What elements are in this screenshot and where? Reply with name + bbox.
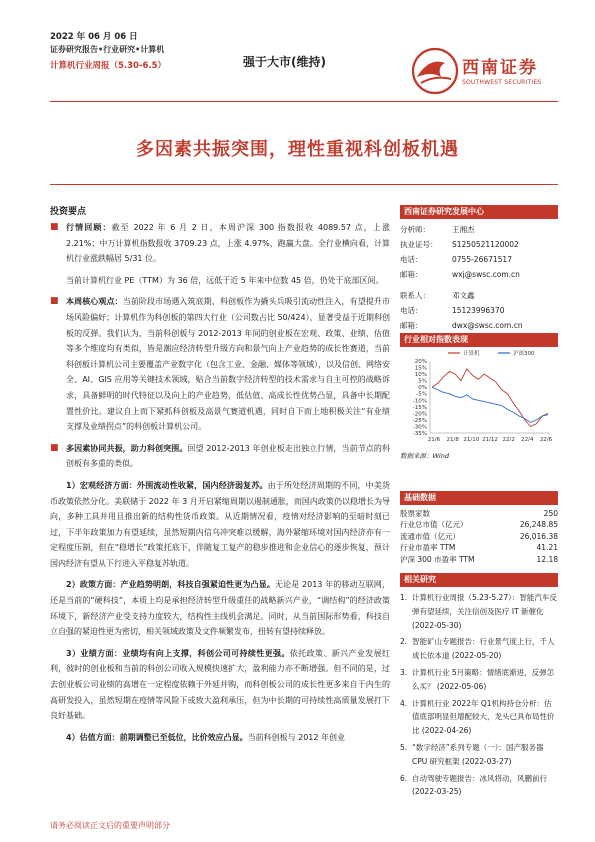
- basic-data-row: [400, 519, 558, 530]
- series-line-csi300: [432, 387, 548, 422]
- x-tick-label: 21/12: [482, 437, 498, 443]
- y-tick-label: -25%: [412, 417, 427, 424]
- y-tick-label: -30%: [412, 424, 427, 431]
- related-number: 2.: [400, 637, 408, 647]
- related-title[interactable]: 计算机行业 2022年 Q1机构持仓分析：估值底部明显但增配较大，龙头已具布局性价比 (2022-04-26): [412, 698, 555, 736]
- x-tick-label: 22/4: [521, 437, 534, 443]
- y-tick-label: 10%: [414, 372, 427, 379]
- para-heading: 本周核心观点：: [66, 297, 123, 307]
- related-report-link[interactable]: [400, 591, 558, 632]
- basic-data-row: [400, 554, 558, 565]
- y-tick-label: -5%: [416, 391, 427, 398]
- basic-data-label: 股票家数: [400, 509, 430, 518]
- x-tick-label: 22/2: [502, 437, 515, 443]
- legend-label: 计算机: [463, 351, 480, 357]
- para-body: 回望 2012-2013 年创业板走出独立行情，当前节点的科创板有多重的类似。: [66, 443, 390, 469]
- analyst-row: 分析师： 王湘杰: [400, 225, 475, 234]
- main-text: [50, 220, 390, 751]
- para-body: 无论是 2013 年的移动互联网，还是当前的“硬科技”，本质上均是承担经济转型升级重任的战略新兴产业，“调结构”的经济政策环境下，新经济产业受支持力度较大，结构性主线机会满足。同时，从当前国际形势看，科技自立自强的紧迫性更为密切，相关领域政策及文件频繁发布，扭转有望持续释放。: [50, 580, 390, 637]
- y-tick-label: -35%: [412, 431, 427, 437]
- analyst-box: [400, 205, 558, 333]
- related-list: [400, 587, 558, 799]
- y-tick-label: 5%: [418, 378, 427, 385]
- x-tick-label: 22/6: [539, 437, 553, 443]
- basic-data-row: [400, 508, 558, 519]
- basic-data-label: 沪深 300 市盈率 TTM: [400, 554, 475, 564]
- related-number: 3.: [400, 667, 408, 677]
- paragraph: [50, 646, 390, 724]
- phone-row: 电话： 0755-26671517: [400, 255, 512, 264]
- footer-disclaimer: 请务必阅读正文后的重要声明部分: [50, 821, 170, 830]
- related-title[interactable]: “数字经济”系列专题（一）：国产服务器 CPU 研究框架 (2022-03-27): [412, 742, 544, 766]
- report-types: 证券研究报告•行业研究•计算机: [50, 44, 165, 54]
- title-divider: [50, 184, 558, 185]
- bullet-icon: ■: [50, 296, 59, 307]
- basic-data-label: 行业市盈率 TTM: [400, 543, 456, 553]
- bullet-paragraph: [50, 294, 390, 434]
- bullet-paragraph: [50, 220, 390, 267]
- para-body: 由于所处经济周期的不同，中美货币政策依然分化。美联储于 2022 年 3 月开启紧缩周期以遏制通胀，而国内政策仍以稳增长为导向，多种工具并用且推出新的结构性货币政策。从近期情况看，疫情对经济影响的至暗时刻已过，下半年政策加力有望延续，虽然短期内信乌冲突难以缓解，海外紧缩环境对国内经济亦有一定程度压制，但在“稳增长”政策托底下，伴随复工复产的稳步推进和企业信心的逐步恢复，预计国内经济有望从下行进入平稳复苏轨道。: [50, 480, 390, 568]
- x-tick-label: 21/6: [427, 437, 441, 443]
- basic-data-row: [400, 542, 558, 553]
- basic-data-bar: 基础数据: [400, 491, 558, 505]
- y-tick-label: 15%: [414, 365, 427, 372]
- contact-row: 联系人： 邓文鑫: [400, 291, 475, 300]
- basic-data-label: 行业总市值（亿元）: [400, 520, 468, 530]
- related-box: [400, 573, 558, 802]
- related-report-link[interactable]: [400, 697, 558, 738]
- legend-label: 沪深300: [513, 351, 535, 357]
- page-title: 多因素共振突围，理性重视科创板机遇: [136, 139, 459, 160]
- y-tick-label: -20%: [412, 411, 427, 418]
- report-date: 2022 年 06 月 06 日: [50, 32, 138, 42]
- report-name: 计算机行业周报（5.30-6.5）: [50, 61, 167, 71]
- basic-data-list: [400, 505, 558, 565]
- y-tick-label: 0%: [418, 385, 427, 392]
- basic-data-value: 26,248.85: [519, 520, 558, 530]
- para-heading: 3）业绩方面：业绩均有向上支撑，科创公司可持续性更强。: [66, 648, 290, 658]
- basic-data-label: 流通市值（亿元）: [400, 531, 460, 541]
- related-title[interactable]: 计算机行业周报（5.23-5.27）：智能汽车反弹有望延续，关注信创及医疗 IT 新催化 (2022-05-30): [412, 593, 557, 630]
- para-heading: 1）宏观经济方面：外围流动性收紧，国内经济弱复苏。: [66, 480, 268, 490]
- para-body: 依托政策、新兴产业发展红利，彼时的创业板和当前的科创公司收入规模快速扩大，盈利能力亦不断增强。但不同的是，过去创业板公司业绩的高增在一定程度依赖于外延并购，而科创板公司的成长性更多来自于内生的高研发投入，虽然短期在疫情等风险下或致大盈利承压，但为中长期的可持续性高质量发展打下良好基础。: [50, 648, 390, 721]
- basic-data-value: 41.21: [536, 543, 558, 553]
- basic-data-row: [400, 531, 558, 542]
- paragraph: 当前计算机行业 PE（TTM）为 36 倍，远低于近 5 年来中位数 45 倍，仍处于底部区间。: [66, 275, 384, 285]
- email2-row[interactable]: 邮箱： dwx@swsc.com.cn: [400, 321, 523, 330]
- related-bar: 相关研究: [400, 573, 558, 587]
- basic-data-box: [400, 491, 558, 565]
- chart-bar: 行业相对指数表现: [400, 333, 558, 347]
- para-body: 当前科创板与 2012 年创业: [247, 732, 346, 742]
- related-title[interactable]: 自动驾驶专题报告：冰风将动，风鹏前行 (2022-03-25): [412, 773, 547, 797]
- paragraph: [50, 577, 390, 639]
- email-row[interactable]: 邮箱： wxj@swsc.com.cn: [400, 270, 520, 279]
- para-heading: 4）估值方面：前期调整已至低位，比价效应凸显。: [66, 732, 248, 742]
- para-body: 当前阶段市场遇入筑底期，科创板作为撬头兵吸引流动性注入，有望提升市场风险偏好；计算机作为科创板的第四大行业（公司数占比 50/424），显著受益于近期科创板的反弹。我们认为，当前科创板与 2012-2013 年间的创业板在宏观、政策、业绩、估值等多个维度均有类似，皆是潮应经济转型升级方向和景气向上产业趋势的成长性赛道，当前科创板计算机公司主要覆盖产业数字化（包含工业、金融、媒体等领域），以及信创、网络安全、AI、GIS 应用等关键技术领域，贴合当前数字经济转型的技术需求与自主可控的战略诉求，具备鲜明的时代特征以及向上的产业趋势，低估值、高成长性优势凸显，具备中长期配置性价比。建议自上而下紧抓科创板及高景气赛道机遇，同时自下而上地积极关注“有业绩支撑及业绩拐点”的科创板计算机公司。: [66, 297, 390, 432]
- related-report-link[interactable]: [400, 772, 558, 800]
- para-heading: 多因素协同共振，助力科创突围。: [66, 443, 188, 453]
- related-number: 1.: [400, 593, 408, 602]
- section-heading: 投资要点: [50, 207, 87, 217]
- paragraph: [50, 730, 390, 746]
- chart-box: [400, 333, 558, 460]
- related-report-link[interactable]: [400, 666, 558, 694]
- para-heading: 行情回顾：: [66, 223, 112, 232]
- rating: 强于大市(维持): [243, 55, 326, 69]
- related-number: 4.: [400, 698, 408, 708]
- bullet-icon: ■: [50, 222, 59, 232]
- header-divider: [50, 101, 558, 102]
- x-tick-label: 21/8: [446, 437, 459, 443]
- paragraph: [50, 478, 390, 572]
- bullet-icon: ■: [50, 442, 59, 453]
- bullet-paragraph: [50, 441, 390, 472]
- y-tick-label: 20%: [414, 359, 427, 365]
- research-center-bar: 西南证券研究发展中心: [400, 205, 558, 219]
- x-tick-label: 21/10: [463, 437, 480, 443]
- basic-data-value: 26,016.38: [519, 531, 558, 541]
- related-report-link[interactable]: [400, 635, 558, 663]
- para-heading: 2）政策方面：产业趋势明朗，科技自强紧迫性更为凸显。: [66, 580, 275, 590]
- series-line-industry: [432, 369, 548, 427]
- relative-index-chart: [400, 347, 558, 447]
- logo-name: 西南证券: [462, 58, 538, 78]
- logo-english: SOUTHWEST SECURITIES: [462, 79, 542, 86]
- para-body: 截至 2022 年 6 月 2 日，本周沪深 300 指数报收 4089.57 点，上涨 2.21%；中万计算机指数报收 3709.23 点，上涨 4.97%，跑赢大盘。全行业横向看，计算机行业涨跌幅居 5/31 位。: [66, 223, 390, 264]
- basic-data-value: 12.18: [536, 554, 558, 564]
- related-title[interactable]: 计算机行业 5月策略：情绪底渐进，反弹怎么买？ (2022-05-06): [412, 667, 555, 691]
- related-title[interactable]: 智能矿山专题报告：行业景气度上行，千人成长依本道 (2022-05-20): [412, 637, 555, 661]
- related-number: 6.: [400, 773, 408, 783]
- y-tick-label: -15%: [412, 404, 427, 411]
- basic-data-value: 250: [543, 509, 558, 518]
- related-number: 5.: [400, 742, 408, 752]
- y-tick-label: -10%: [412, 398, 427, 405]
- phone2-row: 电话： 15123996370: [400, 306, 505, 315]
- data-source: 数据来源：Wind: [400, 452, 449, 460]
- related-report-link[interactable]: [400, 741, 558, 769]
- license-row: 执业证号： S1250521120002: [400, 240, 519, 249]
